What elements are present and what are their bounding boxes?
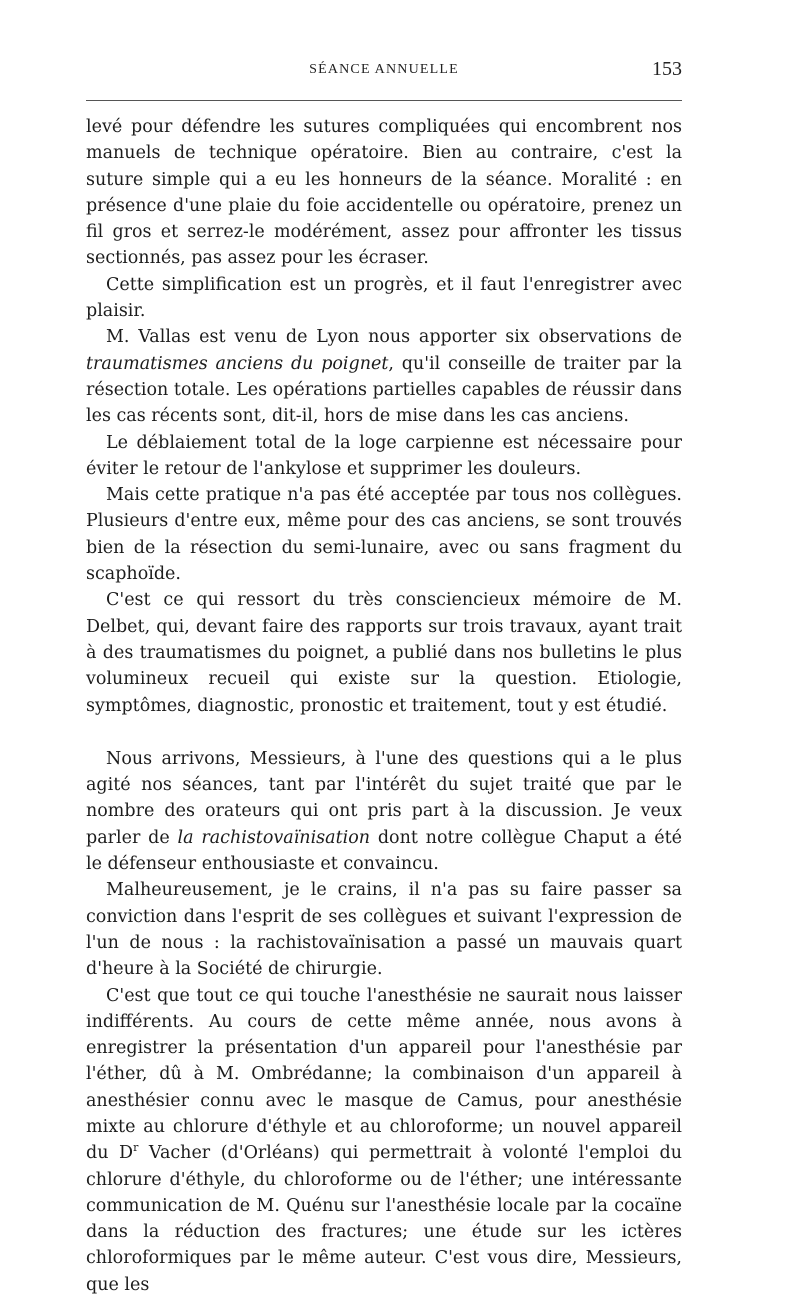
paragraph-2: Cette simplification est un progrès, et il faut l'enregistrer avec plaisir. <box>86 274 682 322</box>
paragraph-7-italic: la rachistovaïnisation <box>177 827 371 848</box>
page-number: 153 <box>652 58 682 80</box>
running-head: SÉANCE ANNUELLE <box>309 62 459 77</box>
page-header <box>86 58 682 86</box>
paragraph-5: Mais cette pratique n'a pas été acceptée par tous nos collègues. Plusieurs d'entre eux, même pour des cas anciens, se sont trouvés bien de la résection du semi-lunaire, avec ou sans fragment du scaphoïde. <box>86 485 682 585</box>
paragraph-3-text-start: M. Vallas est venu de Lyon nous apporter six observations de <box>106 327 682 348</box>
paragraph-6: C'est ce qui ressort du très consciencieux mémoire de M. Delbet, qui, devant faire des rapports sur trois travaux, ayant trait à des traumatismes du poignet, a publié dans nos bulletins le plus volumineux recueil qui existe sur la question. Etiologie, symptômes, diagnostic, pronostic et traitement, tout y est étudié. <box>86 590 682 716</box>
paragraph-9-text-end: Vacher (d'Orléans) qui permettrait à volonté l'emploi du chlorure d'éthyle, du chloroforme ou de l'éther; une intéressante communication de M. Quénu sur l'anesthésie locale par la cocaïne dans la réduction des fractures; une étude sur les ictères chloroformiques par le même auteur. C'est vous dire, Messieurs, que les <box>86 1143 682 1295</box>
paragraph-9-text-start: C'est que tout ce qui touche l'anesthésie ne saurait nous laisser indifférents. Au cours de cette même année, nous avons à enregistrer la présentation d'un appareil pour l'anesthésie par l'éther, dû à M. Ombrédanne; la combinaison d'un appareil à anesthésier connu avec le masque de Camus, pour anesthésie mixte au chlorure d'éthyle et au chloroforme; un nouvel appareil du D <box>86 985 682 1164</box>
header-rule <box>86 100 682 101</box>
paragraph-3-text-end: , qu'il conseille de traiter par la résection totale. Les opérations partielles capables de réussir dans les cas récents sont, dit-il, hors de mise dans les cas anciens. <box>86 353 682 427</box>
page-body <box>86 114 682 1298</box>
paragraph-7-text-start: Nous arrivons, Messieurs, à l'une des questions qui a le plus agité nos séances, tant par l'intérêt du sujet traité que par le nombre des orateurs qui ont pris part à la discussion. Je veux parler de <box>86 748 682 848</box>
paragraph-3-italic: traumatismes anciens du poignet <box>86 353 389 374</box>
paragraph-1: levé pour défendre les sutures compliquées qui encombrent nos manuels de technique opératoire. Bien au contraire, c'est la suture simple qui a eu les honneurs de la séance. Moralité : en présence d'une plaie du foie accidentelle ou opératoire, prenez un fil gros et serrez-le modérément, assez pour affronter les tissus sectionnés, pas assez pour les écraser. <box>86 117 682 269</box>
paragraph-7-text-end: dont notre collègue Chaput a été le défenseur enthousiaste et convaincu. <box>86 827 682 875</box>
paragraph-3 <box>86 324 682 429</box>
paragraph-9 <box>86 983 682 1299</box>
paragraph-8: Malheureusement, je le crains, il n'a pas su faire passer sa conviction dans l'esprit de ses collègues et suivant l'expression de l'un de nous : la rachistovaïnisation a passé un mauvais quart d'heure à la Société de chirurgie. <box>86 880 682 980</box>
paragraph-9-superscript: r <box>133 1141 139 1155</box>
paragraph-4: Le déblaiement total de la loge carpienne est nécessaire pour éviter le retour de l'ankylose et supprimer les douleurs. <box>86 432 682 479</box>
paragraph-7 <box>86 746 682 877</box>
